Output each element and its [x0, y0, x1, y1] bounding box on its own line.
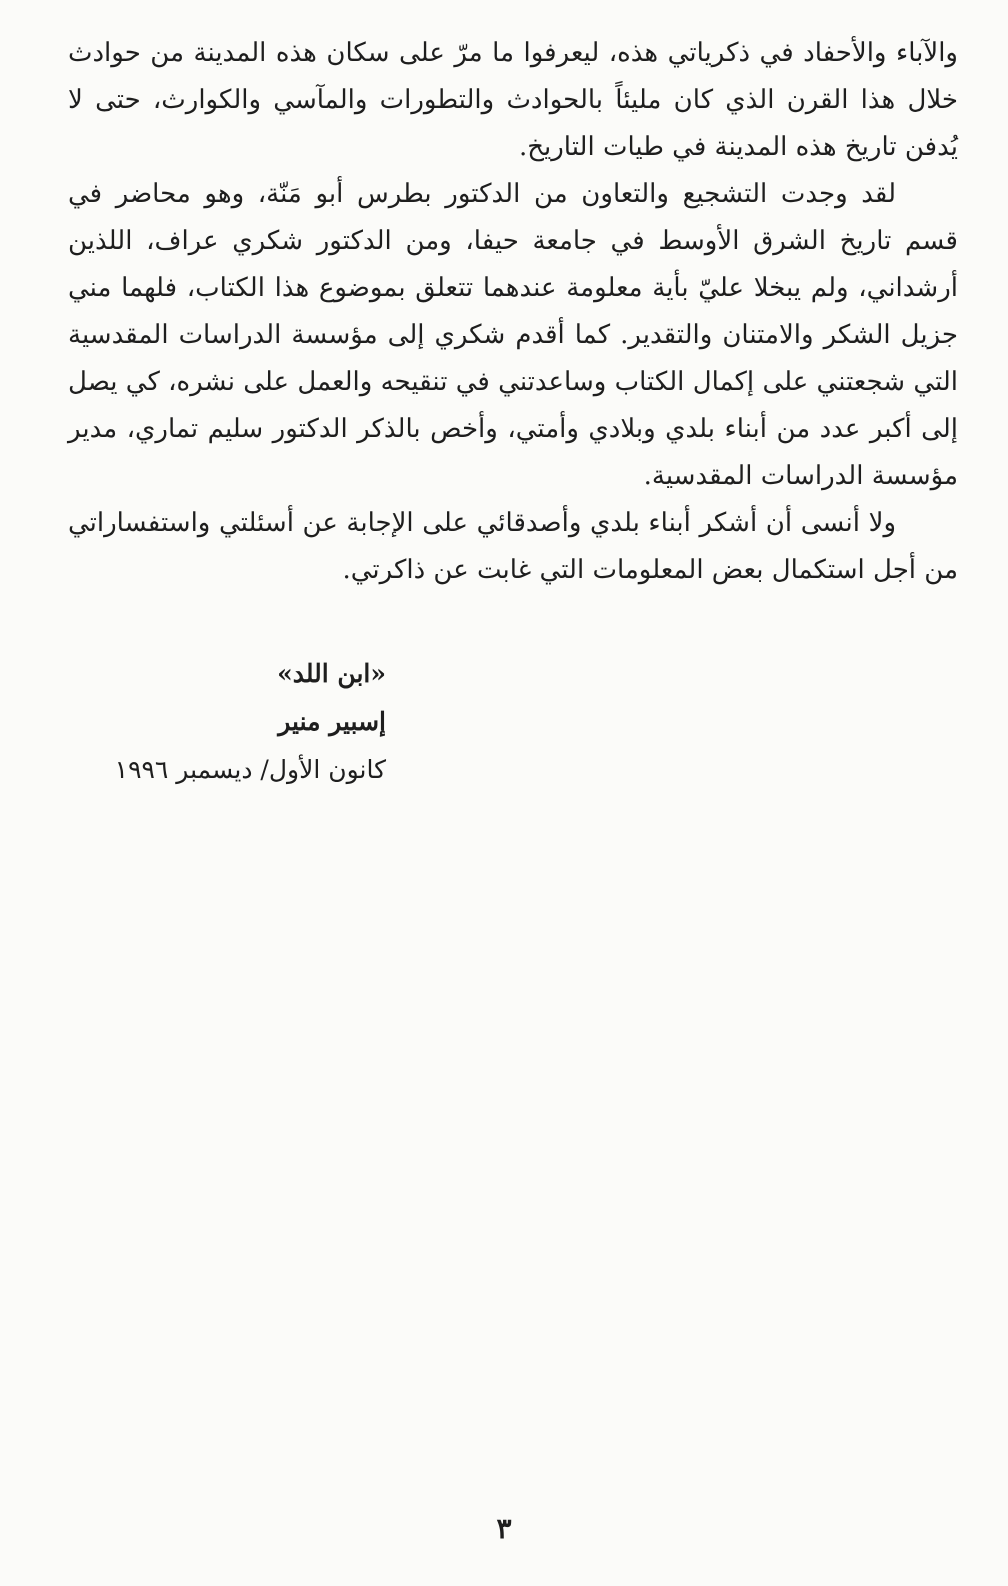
paragraph-1: والآباء والأحفاد في ذكرياتي هذه، ليعرفوا ما مرّ على سكان هذه المدينة من حوادث خلال هذا القرن الذي كان مليئاً بالحوادث والتطورات والمآسي والكوارث، حتى لا يُدفن تاريخ هذه المدينة في طيات التاريخ.: [68, 38, 958, 162]
pen-name: «ابن اللد»: [277, 659, 386, 688]
body-text: [68, 30, 958, 594]
signature-date: كانون الأول/ ديسمبر ١٩٩٦: [114, 755, 386, 784]
paragraph-3: ولا أنسى أن أشكر أبناء بلدي وأصدقائي على الإجابة عن أسئلتي واستفساراتي من أجل استكمال بعض المعلومات التي غابت عن ذاكرتي.: [68, 508, 958, 585]
paragraph-2: لقد وجدت التشجيع والتعاون من الدكتور بطرس أبو مَنّة، وهو محاضر في قسم تاريخ الشرق الأوسط في جامعة حيفا، ومن الدكتور شكري عراف، اللذين أرشداني، ولم يبخلا عليّ بأية معلومة عندهما تتعلق بموضوع هذا الكتاب، فلهما مني جزيل الشكر والامتنان والتقدير. كما أقدم شكري إلى مؤسسة الدراسات المقدسية التي شجعتني على إكمال الكتاب وساعدتني في تنقيحه والعمل على نشره، كي يصل إلى أكبر عدد من أبناء بلدي وبلادي وأمتي، وأخص بالذكر الدكتور سليم تماري، مدير مؤسسة الدراسات المقدسية.: [68, 179, 958, 491]
signature-block: [66, 650, 386, 794]
page-number: ٣: [496, 1512, 512, 1545]
author-name: إسبير منير: [278, 707, 386, 736]
